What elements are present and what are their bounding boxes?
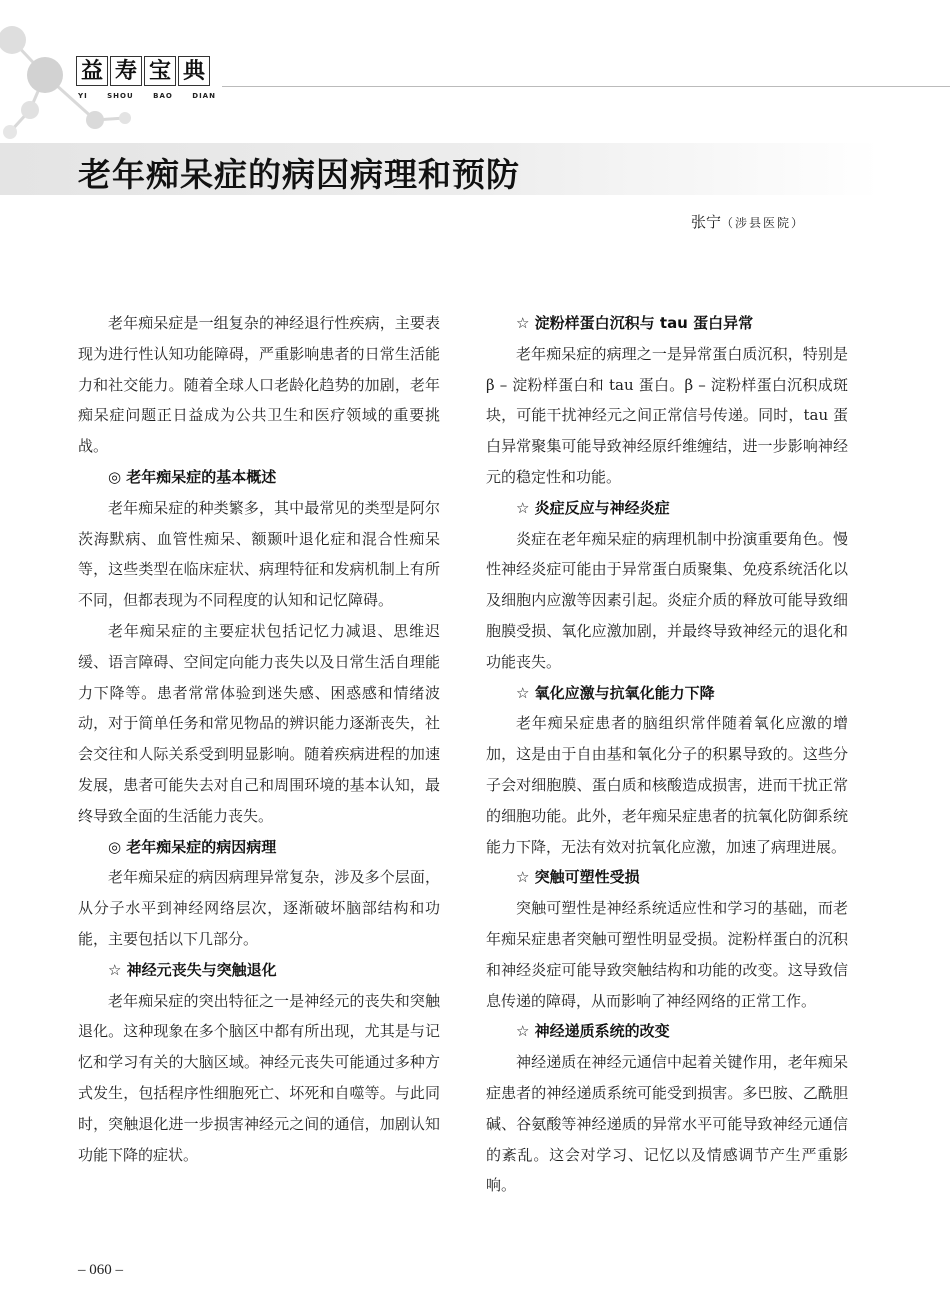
column-char: 益 xyxy=(76,56,108,86)
subsection-heading: ☆ 淀粉样蛋白沉积与 tau 蛋白异常 xyxy=(516,314,754,332)
column-pinyin xyxy=(78,92,216,100)
author-name: 张宁 xyxy=(690,213,721,231)
column-char: 宝 xyxy=(144,56,176,86)
section-heading: ◎ 老年痴呆症的基本概述 xyxy=(108,467,277,486)
paragraph: 老年痴呆症的病理之一是异常蛋白质沉积，特别是 β – 淀粉样蛋白和 tau 蛋白。β – 淀粉样蛋白沉积成斑块，可能干扰神经元之间正常信号传递。同时，tau 蛋白异常聚集可能导致神经原纤维缠结，进一步影响神经元的稳定性和功能。 xyxy=(486,344,848,486)
paragraph: 老年痴呆症的病因病理异常复杂，涉及多个层面，从分子水平到神经网络层次，逐渐破坏脑部结构和功能，主要包括以下几部分。 xyxy=(78,868,440,948)
paragraph: 炎症在老年痴呆症的病理机制中扮演重要角色。慢性神经炎症可能由于异常蛋白质聚集、免疫系统活化以及细胞内应激等因素引起。炎症介质的释放可能导致细胞膜受损、氧化应激加剧，并最终导致神经元的退化和功能丧失。 xyxy=(486,529,848,671)
pinyin-syllable: DIAN xyxy=(192,92,216,100)
paragraph: 老年痴呆症患者的脑组织常伴随着氧化应激的增加，这是由于自由基和氧化分子的积累导致的。这些分子会对细胞膜、蛋白质和核酸造成损害，进而干扰正常的细胞功能。此外，老年痴呆症患者的抗氧化防御系统能力下降，无法有效对抗氧化应激，加速了病理进展。 xyxy=(486,714,848,856)
subsection-heading: ☆ 神经递质系统的改变 xyxy=(516,1022,670,1041)
subsection-heading: ☆ 突触可塑性受损 xyxy=(516,868,640,887)
paragraph: 老年痴呆症是一组复杂的神经退行性疾病，主要表现为进行性认知功能障碍，严重影响患者的日常生活能力和社交能力。随着全球人口老龄化趋势的加剧，老年痴呆症问题正日益成为公共卫生和医疗领域的重要挑战。 xyxy=(78,314,440,456)
header-divider xyxy=(222,86,950,87)
subsection-heading: ☆ 神经元丧失与突触退化 xyxy=(108,960,277,979)
paragraph: 突触可塑性是神经系统适应性和学习的基础，而老年痴呆症患者突触可塑性明显受损。淀粉样蛋白的沉积和神经炎症可能导致突触结构和功能的改变。这导致信息传递的障碍，从而影响了神经网络的正常工作。 xyxy=(486,899,848,1010)
pinyin-syllable: SHOU xyxy=(107,92,134,100)
pinyin-syllable: BAO xyxy=(153,92,173,100)
page-number: – 060 – xyxy=(78,1262,123,1278)
column-char: 寿 xyxy=(110,56,142,86)
column-name-badge xyxy=(76,56,210,86)
subsection-heading: ☆ 氧化应激与抗氧化能力下降 xyxy=(516,683,715,702)
column-char: 典 xyxy=(178,56,210,86)
paragraph: 老年痴呆症的突出特征之一是神经元的丧失和突触退化。这种现象在多个脑区中都有所出现，尤其是与记忆和学习有关的大脑区域。神经元丧失可能通过多种方式发生，包括程序性细胞死亡、坏死和自噬等。与此同时，突触退化进一步损害神经元之间的通信，加剧认知功能下降的症状。 xyxy=(78,991,440,1164)
section-heading: ◎ 老年痴呆症的病因病理 xyxy=(108,837,277,856)
left-column xyxy=(78,308,440,1170)
paragraph: 老年痴呆症的种类繁多，其中最常见的类型是阿尔茨海默病、血管性痴呆、额颞叶退化症和混合性痴呆等，这些类型在临床症状、病理特征和发病机制上有所不同，但都表现为不同程度的认知和记忆障碍。 xyxy=(78,498,440,610)
author-line xyxy=(600,211,805,232)
subsection-heading: ☆ 炎症反应与神经炎症 xyxy=(516,498,670,517)
right-column xyxy=(486,308,848,1201)
pinyin-syllable: YI xyxy=(78,92,88,100)
page-title: 老年痴呆症的病因病理和预防 xyxy=(78,155,520,194)
author-affiliation: （涉县医院） xyxy=(720,216,805,230)
paragraph: 神经递质在神经元通信中起着关键作用，老年痴呆症患者的神经递质系统可能受到损害。多巴胺、乙酰胆碱、谷氨酸等神经递质的异常水平可能导致神经元通信的紊乱。这会对学习、记忆以及情感调节产生严重影响。 xyxy=(486,1053,848,1195)
paragraph: 老年痴呆症的主要症状包括记忆力减退、思维迟缓、语言障碍、空间定向能力丧失以及日常生活自理能力下降等。患者常常体验到迷失感、困惑感和情绪波动，对于简单任务和常见物品的辨识能力逐渐丧失，社会交往和人际关系受到明显影响。随着疾病进程的加速发展，患者可能失去对自己和周围环境的基本认知，最终导致全面的生活能力丧失。 xyxy=(78,621,440,825)
